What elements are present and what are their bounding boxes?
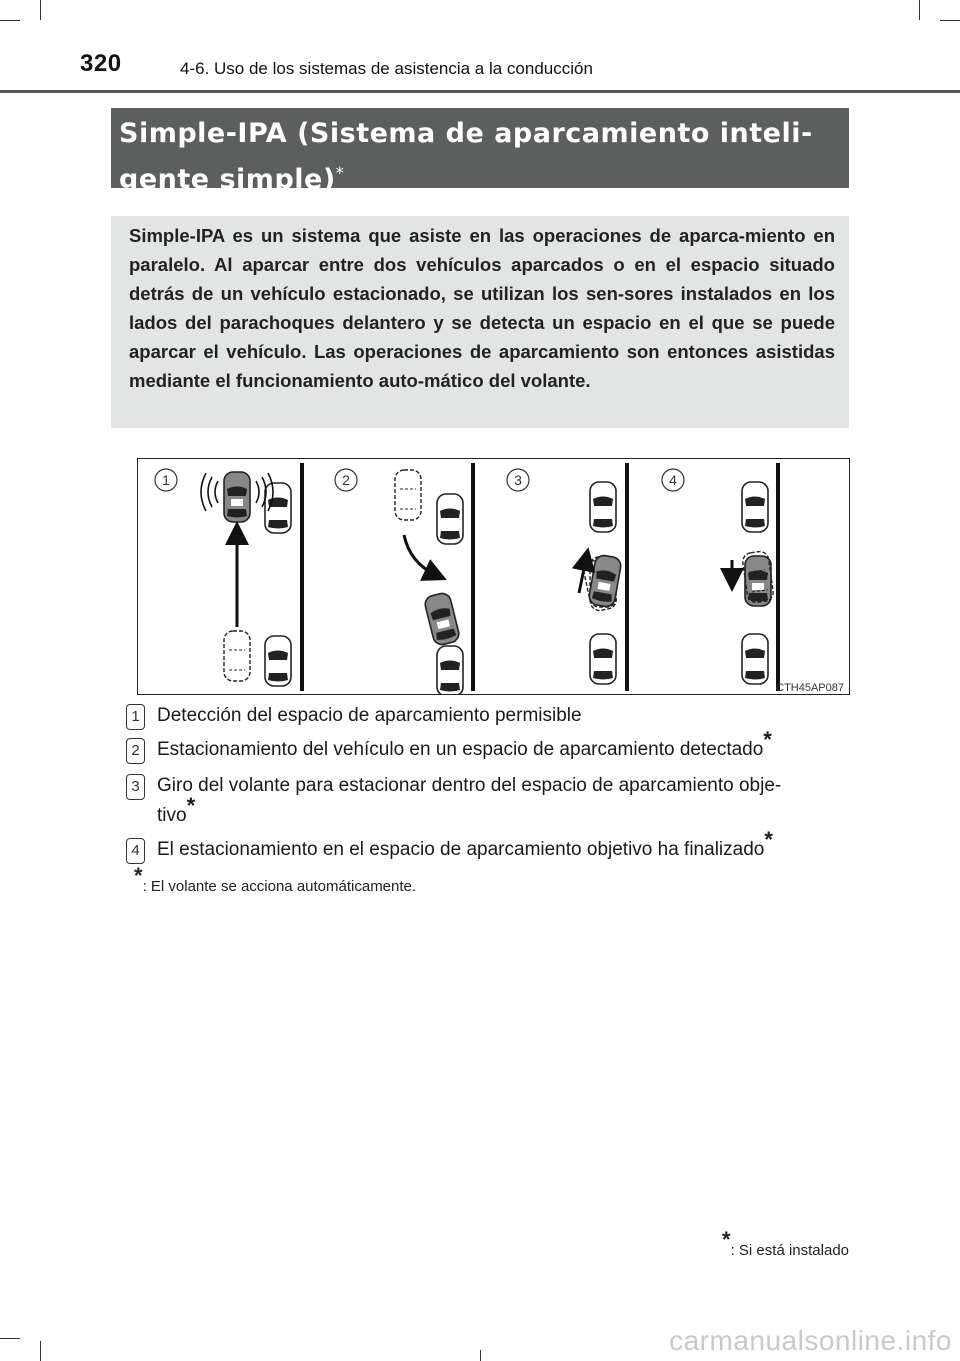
title-banner bbox=[111, 108, 849, 195]
auto-steering-note: *: El volante se acciona automáticamente. bbox=[134, 863, 417, 895]
circle-label-3 bbox=[507, 469, 529, 491]
parking-illustration bbox=[137, 458, 850, 695]
installed-footnote: *: Si está instalado bbox=[722, 1227, 849, 1259]
crop-mark bbox=[40, 0, 41, 20]
step-1-text: Detección del espacio de aparcamiento permisible bbox=[157, 705, 582, 726]
title-line-1: Simple-IPA (Sistema de aparcamiento inteli- bbox=[119, 118, 813, 149]
crop-mark bbox=[480, 1350, 481, 1361]
title-marker: * bbox=[335, 163, 345, 182]
svg-text:3: 3 bbox=[514, 472, 522, 488]
page-number: 320 bbox=[80, 50, 122, 77]
crop-mark bbox=[0, 20, 20, 21]
crop-mark bbox=[0, 1338, 20, 1339]
intro-box bbox=[111, 216, 849, 428]
step-number-3: 3 bbox=[126, 774, 145, 800]
circle-label-1 bbox=[155, 469, 177, 491]
crop-mark bbox=[919, 0, 920, 20]
parking-diagram bbox=[138, 459, 849, 694]
svg-text:2: 2 bbox=[342, 472, 350, 488]
watermark: carmanualsonline.info bbox=[669, 1325, 952, 1356]
intro-text: Simple-IPA es un sistema que asiste en las operaciones de aparca-miento en paralelo. Al aparcar entre dos vehículos aparcados o en el espacio situado detrás de un vehículo estacionado, se utilizan los sen-sores instalados en los lados del parachoques delantero y se detecta un espacio en el que se puede aparcar el vehículo. Las operaciones de aparcamiento son entonces asistidas mediante el funcionamiento auto-mático del volante. bbox=[129, 225, 835, 391]
step-2-text: Estacionamiento del vehículo en un espacio de aparcamiento detectado* bbox=[157, 727, 772, 760]
svg-text:1: 1 bbox=[162, 472, 170, 488]
page-title bbox=[119, 114, 839, 199]
title-line-2: gente simple) bbox=[119, 164, 336, 195]
step-3-text: Giro del volante para estacionar dentro del espacio de aparcamiento obje- tivo* bbox=[157, 775, 782, 826]
crop-mark bbox=[40, 1341, 41, 1361]
step-number-2: 2 bbox=[126, 738, 145, 764]
step-4-text: El estacionamiento en el espacio de aparcamiento objetivo ha finalizado* bbox=[157, 827, 773, 860]
crop-mark bbox=[940, 20, 960, 21]
section-title: 4-6. Uso de los sistemas de asistencia a la conducción bbox=[180, 59, 593, 78]
svg-text:4: 4 bbox=[669, 472, 677, 488]
step-number-4: 4 bbox=[126, 838, 145, 864]
circle-label-2 bbox=[335, 469, 357, 491]
figure-code: CTH45AP087 bbox=[776, 682, 844, 694]
step-number-1: 1 bbox=[126, 704, 145, 730]
circle-label-4 bbox=[662, 469, 684, 491]
header-rule bbox=[0, 90, 960, 93]
